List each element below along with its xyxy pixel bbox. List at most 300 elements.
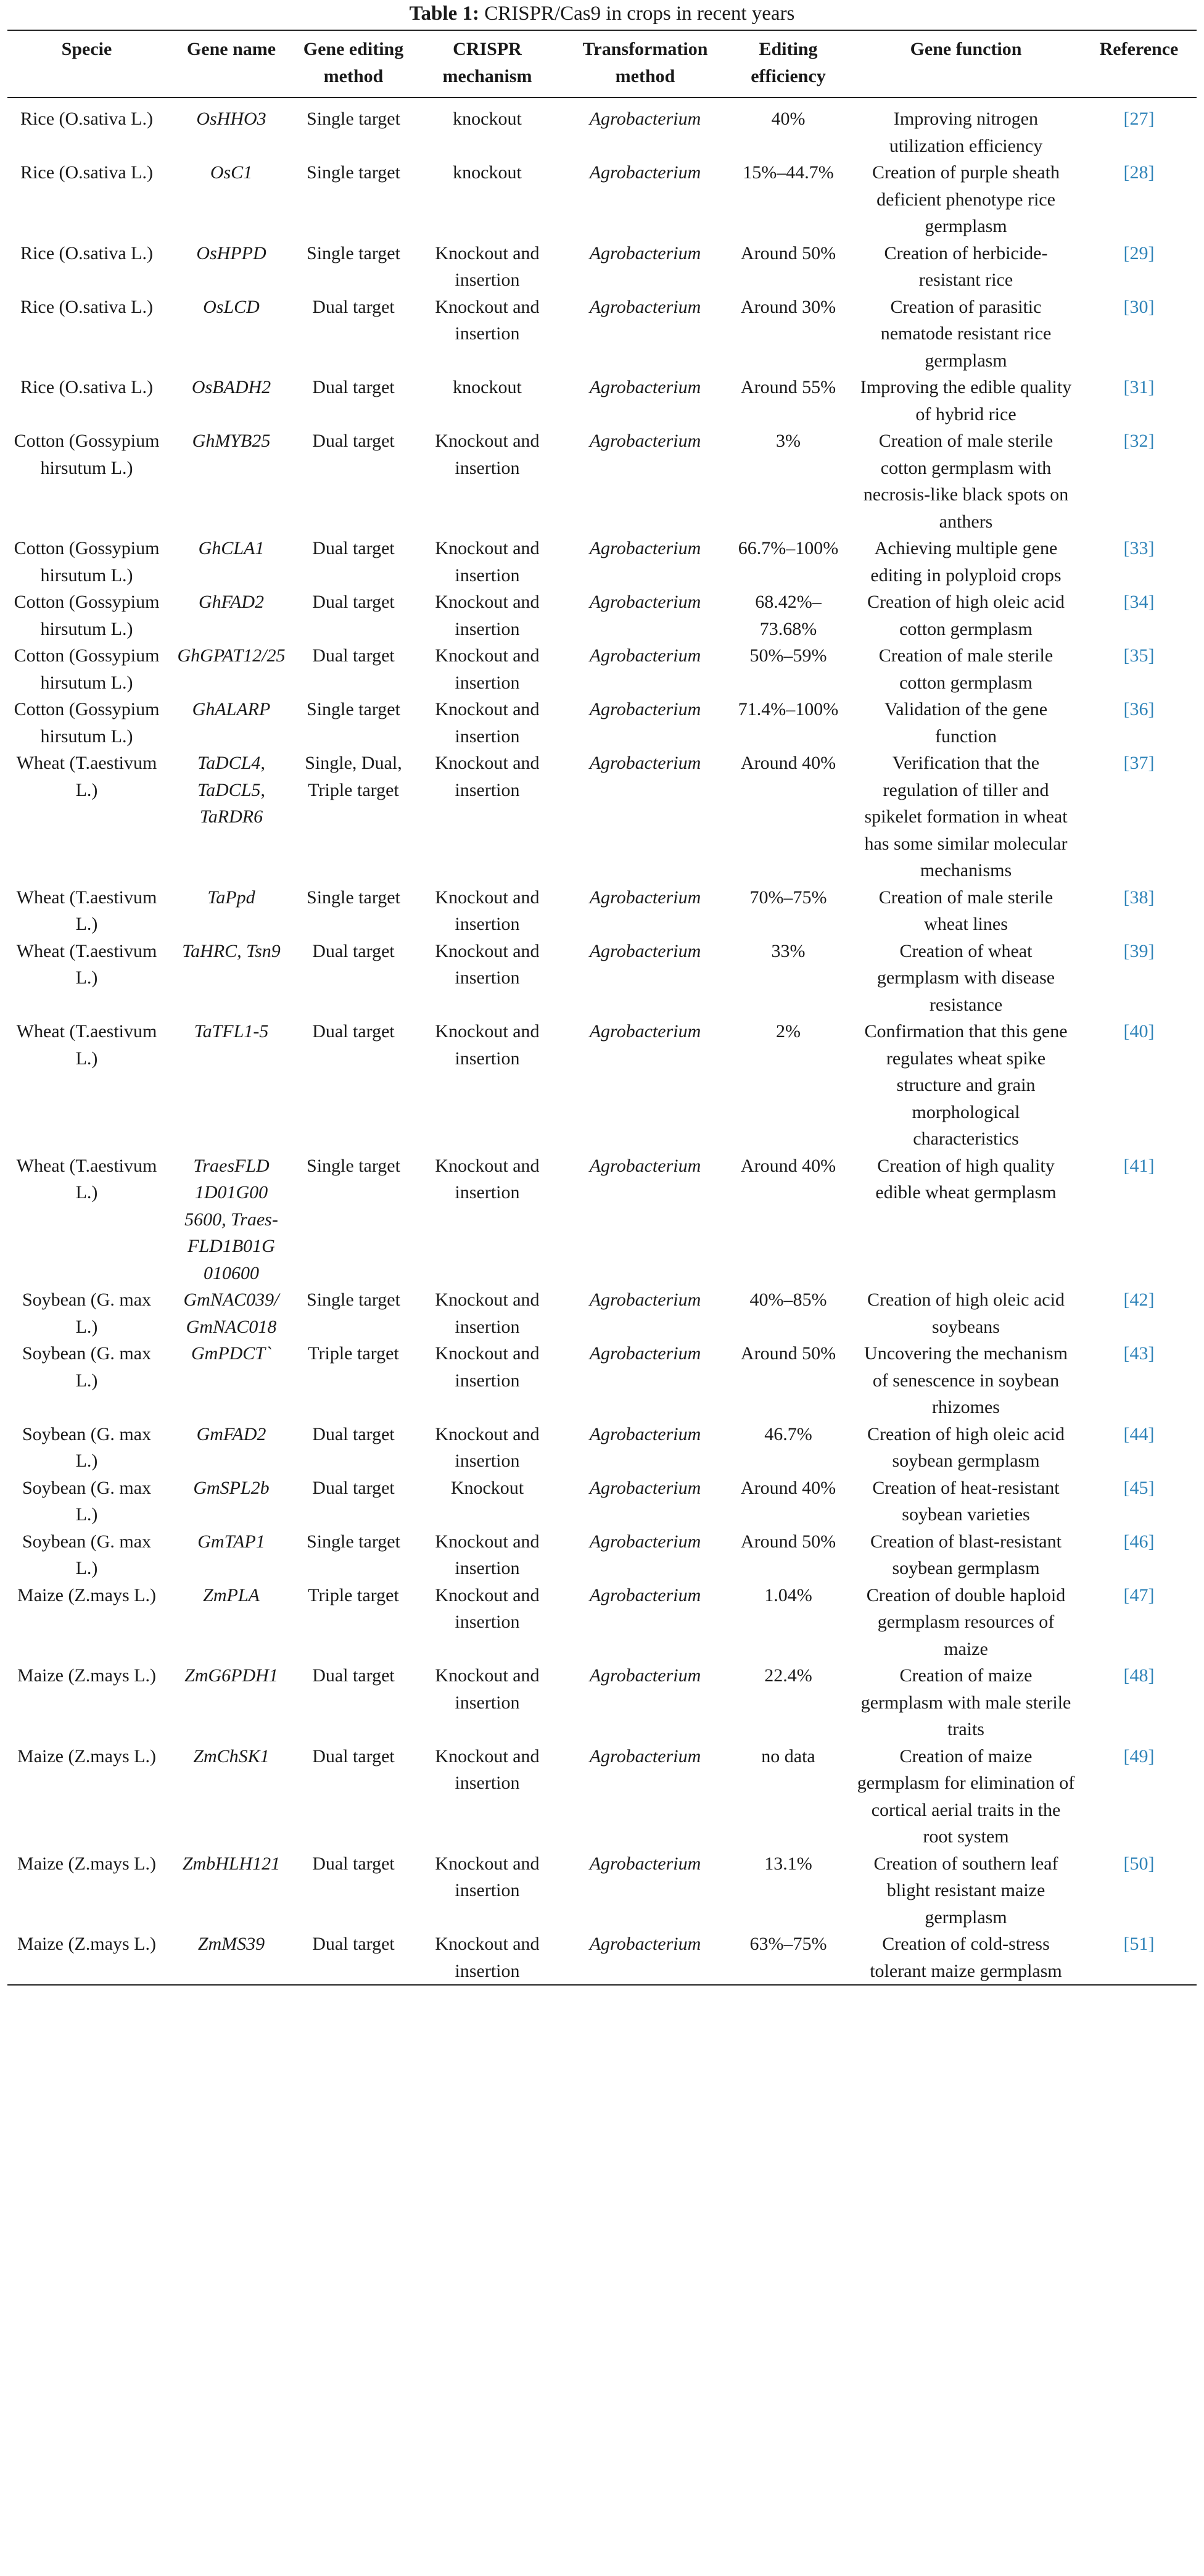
reference-link[interactable]: [38] bbox=[1123, 887, 1155, 908]
cell-crispr-mechanism-text: Knockout and insertion bbox=[435, 1665, 540, 1713]
cell-gene-name-text: TaDCL4, TaDCL5, TaRDR6 bbox=[197, 753, 265, 827]
cell-gene-function-text: Verification that the regulation of tiller and spikelet formation in wheat has some similar molecular mechanisms bbox=[864, 753, 1068, 880]
cell-crispr-mechanism bbox=[410, 1340, 564, 1421]
cell-gene-name-text: GmFAD2 bbox=[196, 1423, 266, 1444]
cell-specie-text: Rice (O.sativa L.) bbox=[20, 109, 153, 129]
cell-transformation-method-text: Agrobacterium bbox=[589, 1584, 701, 1605]
cell-gene-name bbox=[166, 240, 297, 294]
cell-specie-text: Maize (Z.mays L.) bbox=[17, 1853, 156, 1874]
cell-transformation-method bbox=[564, 535, 726, 589]
cell-transformation-method-text: Agrobacterium bbox=[589, 1665, 701, 1686]
cell-editing-efficiency-text: Around 40% bbox=[740, 1155, 836, 1176]
cell-gene-name bbox=[166, 1528, 297, 1582]
cell-gene-function-text: Creation of wheat germplasm with disease resistance bbox=[876, 940, 1055, 1015]
cell-gene-function bbox=[851, 1582, 1081, 1663]
cell-transformation-method bbox=[564, 1475, 726, 1528]
cell-crispr-mechanism-text: Knockout and insertion bbox=[435, 592, 540, 639]
cell-gene-name bbox=[166, 589, 297, 642]
cell-editing-efficiency-text: 40%–85% bbox=[749, 1290, 827, 1310]
cell-gene-function bbox=[851, 938, 1081, 1019]
cell-crispr-mechanism-text: knockout bbox=[453, 377, 522, 397]
table-caption bbox=[0, 0, 1204, 26]
cell-gene-function bbox=[851, 1421, 1081, 1475]
cell-gene-function bbox=[851, 1662, 1081, 1743]
cell-gene-editing-method bbox=[297, 750, 410, 884]
cell-crispr-mechanism bbox=[410, 642, 564, 696]
cell-reference bbox=[1081, 428, 1197, 535]
cell-specie bbox=[7, 696, 166, 750]
cell-reference bbox=[1081, 1850, 1197, 1931]
cell-editing-efficiency-text: 66.7%–100% bbox=[738, 538, 839, 558]
cell-gene-editing-method-text: Dual target bbox=[312, 377, 395, 397]
cell-transformation-method bbox=[564, 159, 726, 240]
cell-gene-name-text: ZmMS39 bbox=[197, 1934, 265, 1954]
cell-gene-name bbox=[166, 938, 297, 1019]
cell-editing-efficiency-text: 71.4%–100% bbox=[738, 699, 839, 719]
cell-transformation-method-text: Agrobacterium bbox=[589, 242, 701, 263]
cell-crispr-mechanism-text: Knockout and insertion bbox=[435, 1021, 540, 1069]
cell-crispr-mechanism bbox=[410, 938, 564, 1019]
cell-gene-name-text: ZmbHLH121 bbox=[182, 1853, 281, 1874]
cell-gene-function-text: Creation of high oleic acid cotton germplasm bbox=[867, 592, 1065, 639]
cell-gene-function-text: Creation of purple sheath deficient phenotype rice germplasm bbox=[872, 162, 1060, 236]
cell-reference bbox=[1081, 589, 1197, 642]
table-row bbox=[7, 294, 1197, 375]
cell-transformation-method-text: Agrobacterium bbox=[589, 1343, 701, 1364]
cell-reference bbox=[1081, 1421, 1197, 1475]
cell-gene-editing-method-text: Single target bbox=[307, 887, 400, 908]
cell-gene-function bbox=[851, 294, 1081, 375]
cell-specie-text: Cotton (Gossypium hirsutum L.) bbox=[14, 592, 160, 639]
cell-editing-efficiency-text: Around 40% bbox=[740, 753, 836, 773]
cell-gene-function-text: Creation of male sterile wheat lines bbox=[878, 887, 1054, 934]
cell-gene-editing-method bbox=[297, 1475, 410, 1528]
cell-gene-editing-method bbox=[297, 240, 410, 294]
cell-editing-efficiency-text: 50%–59% bbox=[749, 645, 827, 666]
cell-editing-efficiency bbox=[726, 1662, 851, 1743]
cell-transformation-method-text: Agrobacterium bbox=[589, 1531, 701, 1552]
cell-editing-efficiency bbox=[726, 1528, 851, 1582]
cell-gene-editing-method-text: Dual target bbox=[312, 645, 395, 666]
cell-editing-efficiency-text: 3% bbox=[776, 431, 801, 451]
reference-link[interactable]: [43] bbox=[1123, 1343, 1155, 1364]
cell-gene-function-text: Creation of high oleic acid soybeans bbox=[867, 1290, 1065, 1337]
cell-specie bbox=[7, 589, 166, 642]
cell-editing-efficiency-text: 33% bbox=[771, 940, 806, 961]
cell-specie-text: Wheat (T.aestivum L.) bbox=[16, 940, 157, 988]
cell-editing-efficiency-text: 15%–44.7% bbox=[743, 162, 834, 183]
cell-gene-name-text: TaTFL1-5 bbox=[194, 1021, 269, 1042]
cell-editing-efficiency bbox=[726, 884, 851, 938]
reference-link[interactable]: [31] bbox=[1123, 377, 1155, 397]
cell-crispr-mechanism-text: Knockout and insertion bbox=[435, 431, 540, 478]
cell-gene-function bbox=[851, 1850, 1081, 1931]
cell-gene-function-text: Creation of maize germplasm for elimination of cortical aerial traits in the root system bbox=[857, 1746, 1075, 1847]
cell-gene-editing-method bbox=[297, 1582, 410, 1663]
reference-link[interactable]: [32] bbox=[1123, 431, 1155, 451]
cell-gene-name-text: TaPpd bbox=[207, 887, 255, 908]
cell-gene-name-text: GhMYB25 bbox=[192, 431, 271, 451]
cell-gene-editing-method bbox=[297, 884, 410, 938]
reference-link[interactable]: [40] bbox=[1123, 1021, 1155, 1042]
table-row bbox=[7, 1475, 1197, 1528]
cell-transformation-method-text: Agrobacterium bbox=[589, 1021, 701, 1042]
cell-gene-name-text: GmNAC039/ GmNAC018 bbox=[183, 1290, 279, 1337]
cell-transformation-method bbox=[564, 294, 726, 375]
table-row bbox=[7, 240, 1197, 294]
reference-link[interactable]: [30] bbox=[1123, 296, 1155, 317]
cell-specie bbox=[7, 1340, 166, 1421]
cell-crispr-mechanism-text: Knockout and insertion bbox=[435, 296, 540, 344]
table-row bbox=[7, 1528, 1197, 1582]
cell-editing-efficiency bbox=[726, 1018, 851, 1153]
cell-reference bbox=[1081, 884, 1197, 938]
cell-specie bbox=[7, 1421, 166, 1475]
cell-transformation-method-text: Agrobacterium bbox=[589, 1423, 701, 1444]
cell-gene-editing-method-text: Dual target bbox=[312, 538, 395, 558]
cell-crispr-mechanism-text: Knockout and insertion bbox=[435, 645, 540, 693]
cell-gene-editing-method bbox=[297, 374, 410, 428]
cell-specie-text: Wheat (T.aestivum L.) bbox=[16, 1021, 157, 1069]
cell-gene-name bbox=[166, 696, 297, 750]
cell-gene-name bbox=[166, 642, 297, 696]
cell-transformation-method-text: Agrobacterium bbox=[589, 1934, 701, 1954]
cell-editing-efficiency bbox=[726, 97, 851, 159]
cell-gene-name-text: GhFAD2 bbox=[198, 592, 265, 612]
reference-link[interactable]: [45] bbox=[1123, 1477, 1155, 1498]
reference-link[interactable]: [46] bbox=[1123, 1531, 1155, 1552]
cell-gene-editing-method-text: Single target bbox=[307, 1155, 400, 1176]
cell-gene-function-text: Improving nitrogen utilization efficiency bbox=[889, 109, 1043, 156]
table-row bbox=[7, 1931, 1197, 1985]
cell-gene-name-text: OsHPPD bbox=[196, 242, 266, 263]
cell-gene-function bbox=[851, 374, 1081, 428]
crispr-crops-table bbox=[7, 30, 1197, 1986]
cell-editing-efficiency bbox=[726, 535, 851, 589]
cell-specie-text: Soybean (G. max L.) bbox=[22, 1423, 152, 1471]
cell-gene-function bbox=[851, 1931, 1081, 1985]
cell-specie bbox=[7, 642, 166, 696]
cell-transformation-method bbox=[564, 1153, 726, 1287]
table-row bbox=[7, 535, 1197, 589]
cell-specie-text: Rice (O.sativa L.) bbox=[20, 377, 153, 397]
cell-editing-efficiency-text: no data bbox=[761, 1746, 815, 1766]
cell-editing-efficiency-text: Around 55% bbox=[740, 377, 836, 397]
cell-transformation-method-text: Agrobacterium bbox=[589, 1853, 701, 1874]
cell-specie-text: Wheat (T.aestivum L.) bbox=[16, 1155, 157, 1203]
cell-gene-editing-method bbox=[297, 696, 410, 750]
cell-crispr-mechanism bbox=[410, 159, 564, 240]
table-caption-text: CRISPR/Cas9 in crops in recent years bbox=[484, 2, 795, 25]
header-transformation-method: Transformation method bbox=[582, 39, 708, 86]
reference-link[interactable]: [34] bbox=[1123, 592, 1155, 612]
cell-gene-editing-method-text: Triple target bbox=[308, 1584, 399, 1605]
cell-gene-name-text: OsHHO3 bbox=[196, 109, 266, 129]
cell-reference bbox=[1081, 642, 1197, 696]
cell-crispr-mechanism-text: Knockout and insertion bbox=[435, 1584, 540, 1632]
cell-editing-efficiency bbox=[726, 1153, 851, 1287]
cell-gene-function bbox=[851, 240, 1081, 294]
cell-gene-editing-method-text: Single target bbox=[307, 1290, 400, 1310]
cell-gene-editing-method-text: Dual target bbox=[312, 296, 395, 317]
cell-editing-efficiency-text: 22.4% bbox=[764, 1665, 812, 1686]
cell-gene-function bbox=[851, 1286, 1081, 1340]
cell-crispr-mechanism-text: Knockout bbox=[450, 1477, 524, 1498]
cell-crispr-mechanism-text: Knockout and insertion bbox=[435, 1746, 540, 1793]
cell-reference bbox=[1081, 1475, 1197, 1528]
cell-gene-function-text: Creation of herbicide-resistant rice bbox=[884, 242, 1048, 290]
reference-link[interactable]: [41] bbox=[1123, 1155, 1155, 1176]
cell-specie bbox=[7, 159, 166, 240]
cell-specie bbox=[7, 1662, 166, 1743]
table-body bbox=[7, 97, 1197, 1985]
cell-gene-function-text: Creation of blast-resistant soybean germplasm bbox=[870, 1531, 1062, 1578]
header-gene-function: Gene function bbox=[910, 39, 1022, 59]
cell-crispr-mechanism-text: Knockout and insertion bbox=[435, 940, 540, 988]
cell-editing-efficiency bbox=[726, 750, 851, 884]
cell-editing-efficiency bbox=[726, 696, 851, 750]
cell-gene-name bbox=[166, 1153, 297, 1287]
cell-crispr-mechanism-text: Knockout and insertion bbox=[435, 1423, 540, 1471]
header-row bbox=[7, 30, 1197, 97]
cell-gene-function bbox=[851, 642, 1081, 696]
cell-gene-name-text: GhALARP bbox=[192, 699, 271, 719]
cell-gene-function-text: Creation of cold-stress tolerant maize germplasm bbox=[870, 1934, 1062, 1981]
cell-specie-text: Rice (O.sativa L.) bbox=[20, 242, 153, 263]
cell-gene-editing-method-text: Dual target bbox=[312, 1934, 395, 1954]
cell-crispr-mechanism bbox=[410, 1421, 564, 1475]
cell-crispr-mechanism bbox=[410, 884, 564, 938]
cell-reference bbox=[1081, 1018, 1197, 1153]
cell-gene-editing-method-text: Dual target bbox=[312, 1021, 395, 1042]
cell-gene-editing-method bbox=[297, 642, 410, 696]
cell-editing-efficiency-text: 68.42%–73.68% bbox=[755, 592, 822, 639]
table-row bbox=[7, 1340, 1197, 1421]
cell-crispr-mechanism-text: Knockout and insertion bbox=[435, 1343, 540, 1391]
cell-crispr-mechanism-text: Knockout and insertion bbox=[435, 753, 540, 800]
cell-crispr-mechanism bbox=[410, 240, 564, 294]
cell-gene-function bbox=[851, 696, 1081, 750]
cell-crispr-mechanism-text: Knockout and insertion bbox=[435, 242, 540, 290]
reference-link[interactable]: [42] bbox=[1123, 1290, 1155, 1310]
cell-specie bbox=[7, 1475, 166, 1528]
cell-transformation-method-text: Agrobacterium bbox=[589, 162, 701, 183]
cell-gene-function bbox=[851, 884, 1081, 938]
cell-transformation-method-text: Agrobacterium bbox=[589, 296, 701, 317]
cell-crispr-mechanism-text: Knockout and insertion bbox=[435, 1531, 540, 1578]
cell-specie bbox=[7, 1850, 166, 1931]
cell-transformation-method bbox=[564, 1421, 726, 1475]
cell-editing-efficiency-text: 13.1% bbox=[764, 1853, 812, 1874]
cell-transformation-method-text: Agrobacterium bbox=[589, 699, 701, 719]
cell-editing-efficiency bbox=[726, 1931, 851, 1985]
cell-gene-name bbox=[166, 97, 297, 159]
cell-specie-text: Wheat (T.aestivum L.) bbox=[16, 887, 157, 934]
cell-gene-function bbox=[851, 1340, 1081, 1421]
cell-editing-efficiency bbox=[726, 240, 851, 294]
cell-gene-editing-method bbox=[297, 294, 410, 375]
cell-editing-efficiency bbox=[726, 1340, 851, 1421]
reference-link[interactable]: [49] bbox=[1123, 1746, 1155, 1766]
cell-gene-editing-method-text: Single, Dual, Triple target bbox=[305, 753, 402, 800]
reference-link[interactable]: [29] bbox=[1123, 242, 1155, 263]
cell-transformation-method-text: Agrobacterium bbox=[589, 1290, 701, 1310]
cell-gene-name-text: OsLCD bbox=[203, 296, 260, 317]
cell-editing-efficiency-text: 70%–75% bbox=[749, 887, 827, 908]
table-row bbox=[7, 1582, 1197, 1663]
cell-gene-function bbox=[851, 1475, 1081, 1528]
cell-gene-function bbox=[851, 1153, 1081, 1287]
cell-crispr-mechanism bbox=[410, 1286, 564, 1340]
cell-transformation-method-text: Agrobacterium bbox=[589, 753, 701, 773]
cell-reference bbox=[1081, 1743, 1197, 1850]
cell-specie bbox=[7, 1018, 166, 1153]
reference-link[interactable]: [35] bbox=[1123, 645, 1155, 666]
cell-crispr-mechanism bbox=[410, 294, 564, 375]
cell-specie-text: Maize (Z.mays L.) bbox=[17, 1584, 156, 1605]
cell-transformation-method bbox=[564, 1286, 726, 1340]
cell-gene-name-text: GmTAP1 bbox=[197, 1531, 265, 1552]
cell-editing-efficiency-text: 1.04% bbox=[764, 1584, 812, 1605]
cell-gene-name bbox=[166, 1582, 297, 1663]
table-row bbox=[7, 1850, 1197, 1931]
cell-editing-efficiency bbox=[726, 294, 851, 375]
cell-gene-function-text: Creation of double haploid germplasm resources of maize bbox=[866, 1584, 1066, 1659]
cell-specie bbox=[7, 1286, 166, 1340]
header-gene-name: Gene name bbox=[186, 39, 276, 59]
cell-specie bbox=[7, 535, 166, 589]
cell-editing-efficiency bbox=[726, 589, 851, 642]
cell-editing-efficiency bbox=[726, 1286, 851, 1340]
cell-specie-text: Soybean (G. max L.) bbox=[22, 1290, 152, 1337]
reference-link[interactable]: [51] bbox=[1123, 1934, 1155, 1954]
cell-transformation-method-text: Agrobacterium bbox=[589, 940, 701, 961]
cell-transformation-method-text: Agrobacterium bbox=[589, 431, 701, 451]
cell-crispr-mechanism bbox=[410, 1153, 564, 1287]
cell-gene-name bbox=[166, 1475, 297, 1528]
reference-link[interactable]: [50] bbox=[1123, 1853, 1155, 1874]
cell-gene-function-text: Uncovering the mechanism of senescence in soybean rhizomes bbox=[864, 1343, 1068, 1417]
cell-crispr-mechanism bbox=[410, 1850, 564, 1931]
cell-editing-efficiency bbox=[726, 159, 851, 240]
cell-specie-text: Maize (Z.mays L.) bbox=[17, 1934, 156, 1954]
reference-link[interactable]: [48] bbox=[1123, 1665, 1155, 1686]
reference-link[interactable]: [33] bbox=[1123, 538, 1155, 558]
cell-specie-text: Wheat (T.aestivum L.) bbox=[16, 753, 157, 800]
cell-specie-text: Soybean (G. max L.) bbox=[22, 1531, 152, 1578]
cell-editing-efficiency bbox=[726, 1582, 851, 1663]
cell-crispr-mechanism bbox=[410, 1931, 564, 1985]
cell-gene-function-text: Confirmation that this gene regulates wheat spike structure and grain morphological characteristics bbox=[864, 1021, 1068, 1149]
cell-gene-name-text: TaHRC, Tsn9 bbox=[182, 940, 281, 961]
reference-link[interactable]: [37] bbox=[1123, 753, 1155, 773]
cell-transformation-method-text: Agrobacterium bbox=[589, 1477, 701, 1498]
cell-reference bbox=[1081, 1528, 1197, 1582]
cell-gene-name-text: GmPDCT` bbox=[191, 1343, 271, 1364]
cell-transformation-method bbox=[564, 696, 726, 750]
cell-reference bbox=[1081, 374, 1197, 428]
cell-gene-name-text: GhGPAT12/25 bbox=[177, 645, 286, 666]
cell-specie bbox=[7, 294, 166, 375]
cell-crispr-mechanism bbox=[410, 535, 564, 589]
cell-gene-editing-method bbox=[297, 1850, 410, 1931]
table-row bbox=[7, 1743, 1197, 1850]
cell-transformation-method bbox=[564, 589, 726, 642]
cell-transformation-method bbox=[564, 97, 726, 159]
cell-gene-name-text: OsBADH2 bbox=[191, 377, 271, 397]
cell-gene-name bbox=[166, 1286, 297, 1340]
cell-crispr-mechanism bbox=[410, 696, 564, 750]
cell-gene-name bbox=[166, 374, 297, 428]
cell-crispr-mechanism-text: Knockout and insertion bbox=[435, 1853, 540, 1900]
cell-gene-editing-method bbox=[297, 1153, 410, 1287]
cell-reference bbox=[1081, 696, 1197, 750]
cell-transformation-method bbox=[564, 1340, 726, 1421]
cell-crispr-mechanism bbox=[410, 1662, 564, 1743]
header-specie: Specie bbox=[61, 39, 112, 59]
cell-gene-function-text: Creation of high quality edible wheat germplasm bbox=[875, 1155, 1057, 1203]
cell-gene-name-text: ZmPLA bbox=[203, 1584, 260, 1605]
cell-transformation-method-text: Agrobacterium bbox=[589, 109, 701, 129]
cell-editing-efficiency-text: Around 30% bbox=[740, 296, 836, 317]
reference-link[interactable]: [39] bbox=[1123, 940, 1155, 961]
cell-crispr-mechanism bbox=[410, 1582, 564, 1663]
table-row bbox=[7, 884, 1197, 938]
cell-specie bbox=[7, 1743, 166, 1850]
cell-gene-function bbox=[851, 1528, 1081, 1582]
cell-specie-text: Cotton (Gossypium hirsutum L.) bbox=[14, 431, 160, 478]
cell-crispr-mechanism bbox=[410, 750, 564, 884]
cell-gene-name bbox=[166, 294, 297, 375]
cell-gene-name-text: TraesFLD 1D01G00 5600, Traes-FLD1B01G 010600 bbox=[184, 1155, 278, 1283]
cell-reference bbox=[1081, 750, 1197, 884]
cell-editing-efficiency bbox=[726, 1850, 851, 1931]
cell-gene-name-text: GmSPL2b bbox=[193, 1477, 270, 1498]
cell-gene-name bbox=[166, 535, 297, 589]
cell-gene-name bbox=[166, 1850, 297, 1931]
cell-editing-efficiency-text: Around 50% bbox=[740, 1343, 836, 1364]
cell-gene-function bbox=[851, 1018, 1081, 1153]
cell-reference bbox=[1081, 159, 1197, 240]
cell-gene-function bbox=[851, 535, 1081, 589]
reference-link[interactable]: [27] bbox=[1123, 109, 1155, 129]
reference-link[interactable]: [36] bbox=[1123, 699, 1155, 719]
cell-transformation-method bbox=[564, 1528, 726, 1582]
cell-gene-editing-method bbox=[297, 1662, 410, 1743]
cell-reference bbox=[1081, 240, 1197, 294]
cell-gene-editing-method-text: Dual target bbox=[312, 1853, 395, 1874]
cell-gene-editing-method bbox=[297, 1421, 410, 1475]
cell-transformation-method-text: Agrobacterium bbox=[589, 538, 701, 558]
cell-gene-editing-method bbox=[297, 938, 410, 1019]
cell-gene-name-text: OsC1 bbox=[210, 162, 253, 183]
cell-reference bbox=[1081, 1153, 1197, 1287]
table-row bbox=[7, 750, 1197, 884]
cell-gene-name-text: ZmChSK1 bbox=[193, 1746, 270, 1766]
table-row bbox=[7, 1421, 1197, 1475]
cell-transformation-method-text: Agrobacterium bbox=[589, 592, 701, 612]
reference-link[interactable]: [47] bbox=[1123, 1584, 1155, 1605]
cell-editing-efficiency bbox=[726, 1475, 851, 1528]
reference-link[interactable]: [44] bbox=[1123, 1423, 1155, 1444]
header-gene-editing-method: Gene editing method bbox=[303, 39, 404, 86]
table-row bbox=[7, 1286, 1197, 1340]
reference-link[interactable]: [28] bbox=[1123, 162, 1155, 183]
cell-crispr-mechanism-text: Knockout and insertion bbox=[435, 699, 540, 747]
cell-gene-editing-method bbox=[297, 1018, 410, 1153]
cell-gene-name bbox=[166, 1018, 297, 1153]
table-row bbox=[7, 1018, 1197, 1153]
